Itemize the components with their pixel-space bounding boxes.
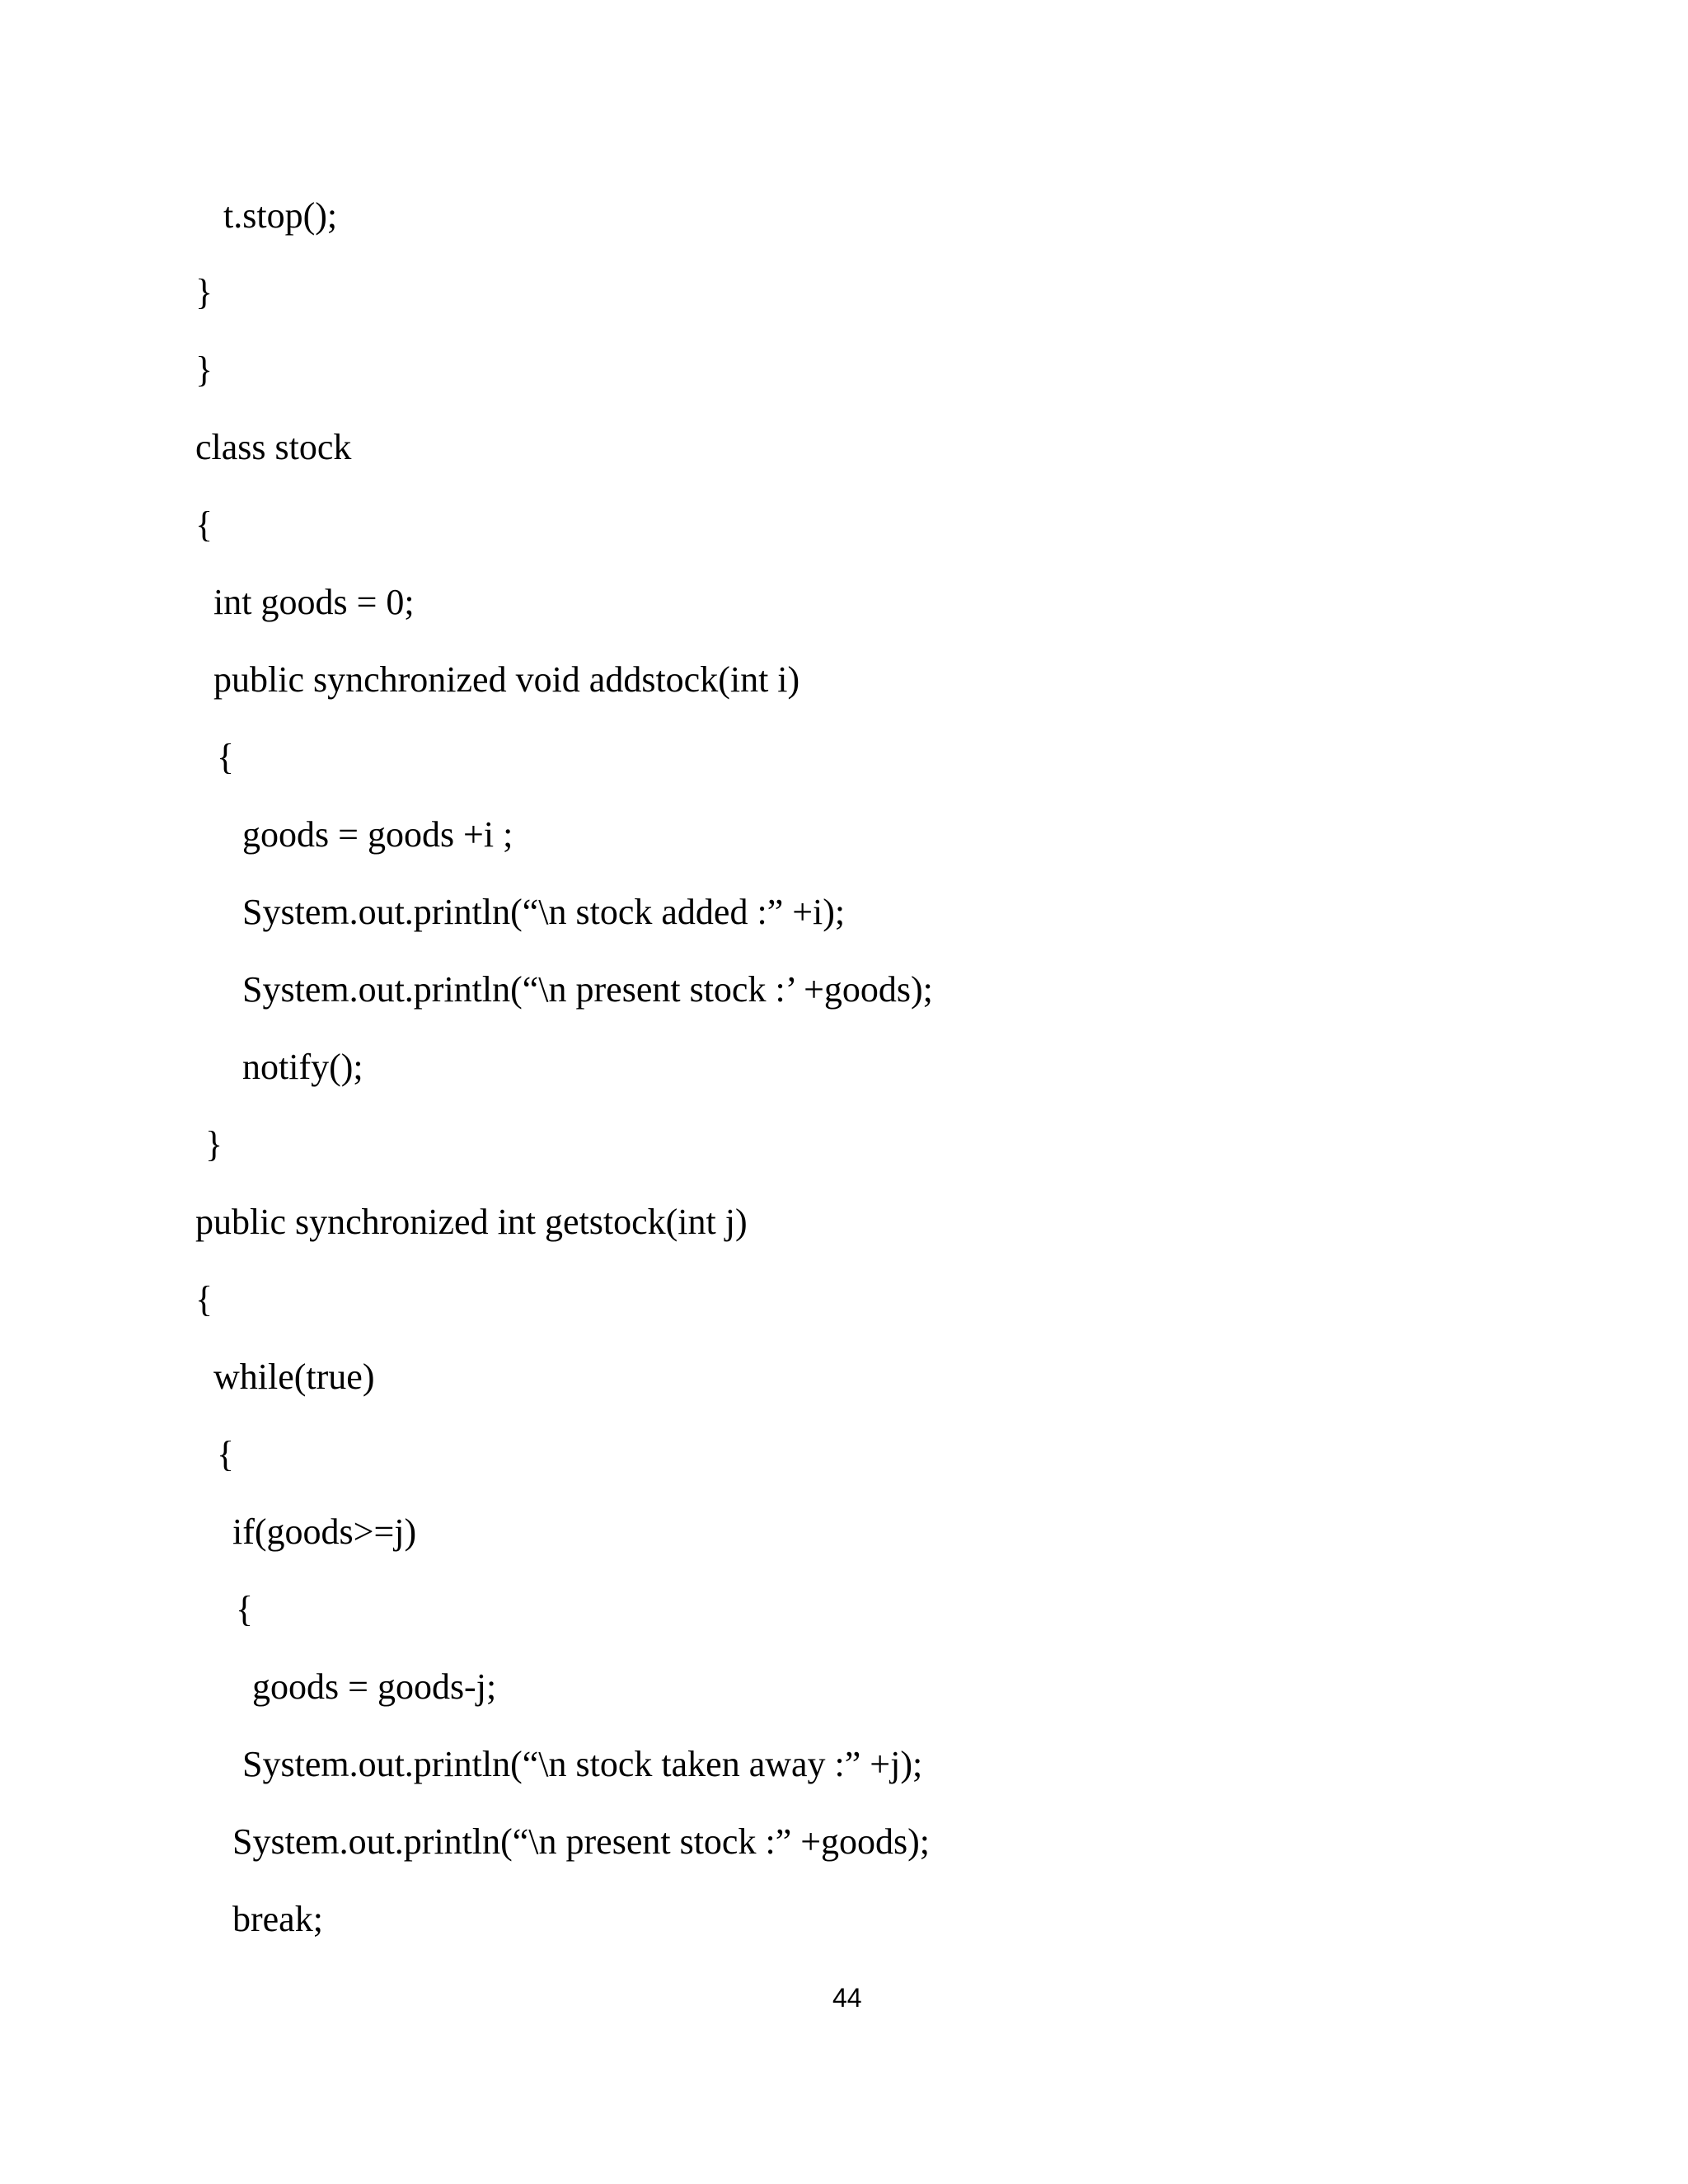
code-line: { [236, 1589, 254, 1629]
code-line: public synchronized int getstock(int j) [195, 1202, 748, 1242]
code-line: goods = goods-j; [252, 1666, 497, 1707]
code-line: { [195, 504, 213, 545]
code-line: System.out.println(“\n stock added :” +i); [242, 892, 846, 932]
code-line: } [195, 349, 213, 390]
code-line: { [217, 1434, 235, 1474]
code-line: class stock [195, 427, 352, 467]
code-line: System.out.println(“\n present stock :” +goods); [232, 1821, 931, 1862]
code-line: int goods = 0; [213, 582, 415, 622]
code-line: break; [232, 1899, 323, 1939]
code-line: if(goods>=j) [232, 1511, 417, 1552]
code-line: public synchronized void addstock(int i) [213, 659, 800, 700]
code-line: goods = goods +i ; [242, 814, 513, 855]
code-line: while(true) [213, 1357, 375, 1397]
code-line: notify(); [242, 1047, 363, 1087]
code-line: System.out.println(“\n stock taken away :” +j); [242, 1744, 923, 1784]
code-line: t.stop(); [223, 195, 338, 236]
code-line: { [217, 737, 235, 777]
code-line: } [195, 272, 213, 312]
code-line: { [195, 1279, 213, 1319]
page-number: 44 [832, 1983, 862, 2013]
code-line: System.out.println(“\n present stock :’ +goods); [242, 969, 933, 1010]
code-line: } [205, 1124, 223, 1165]
